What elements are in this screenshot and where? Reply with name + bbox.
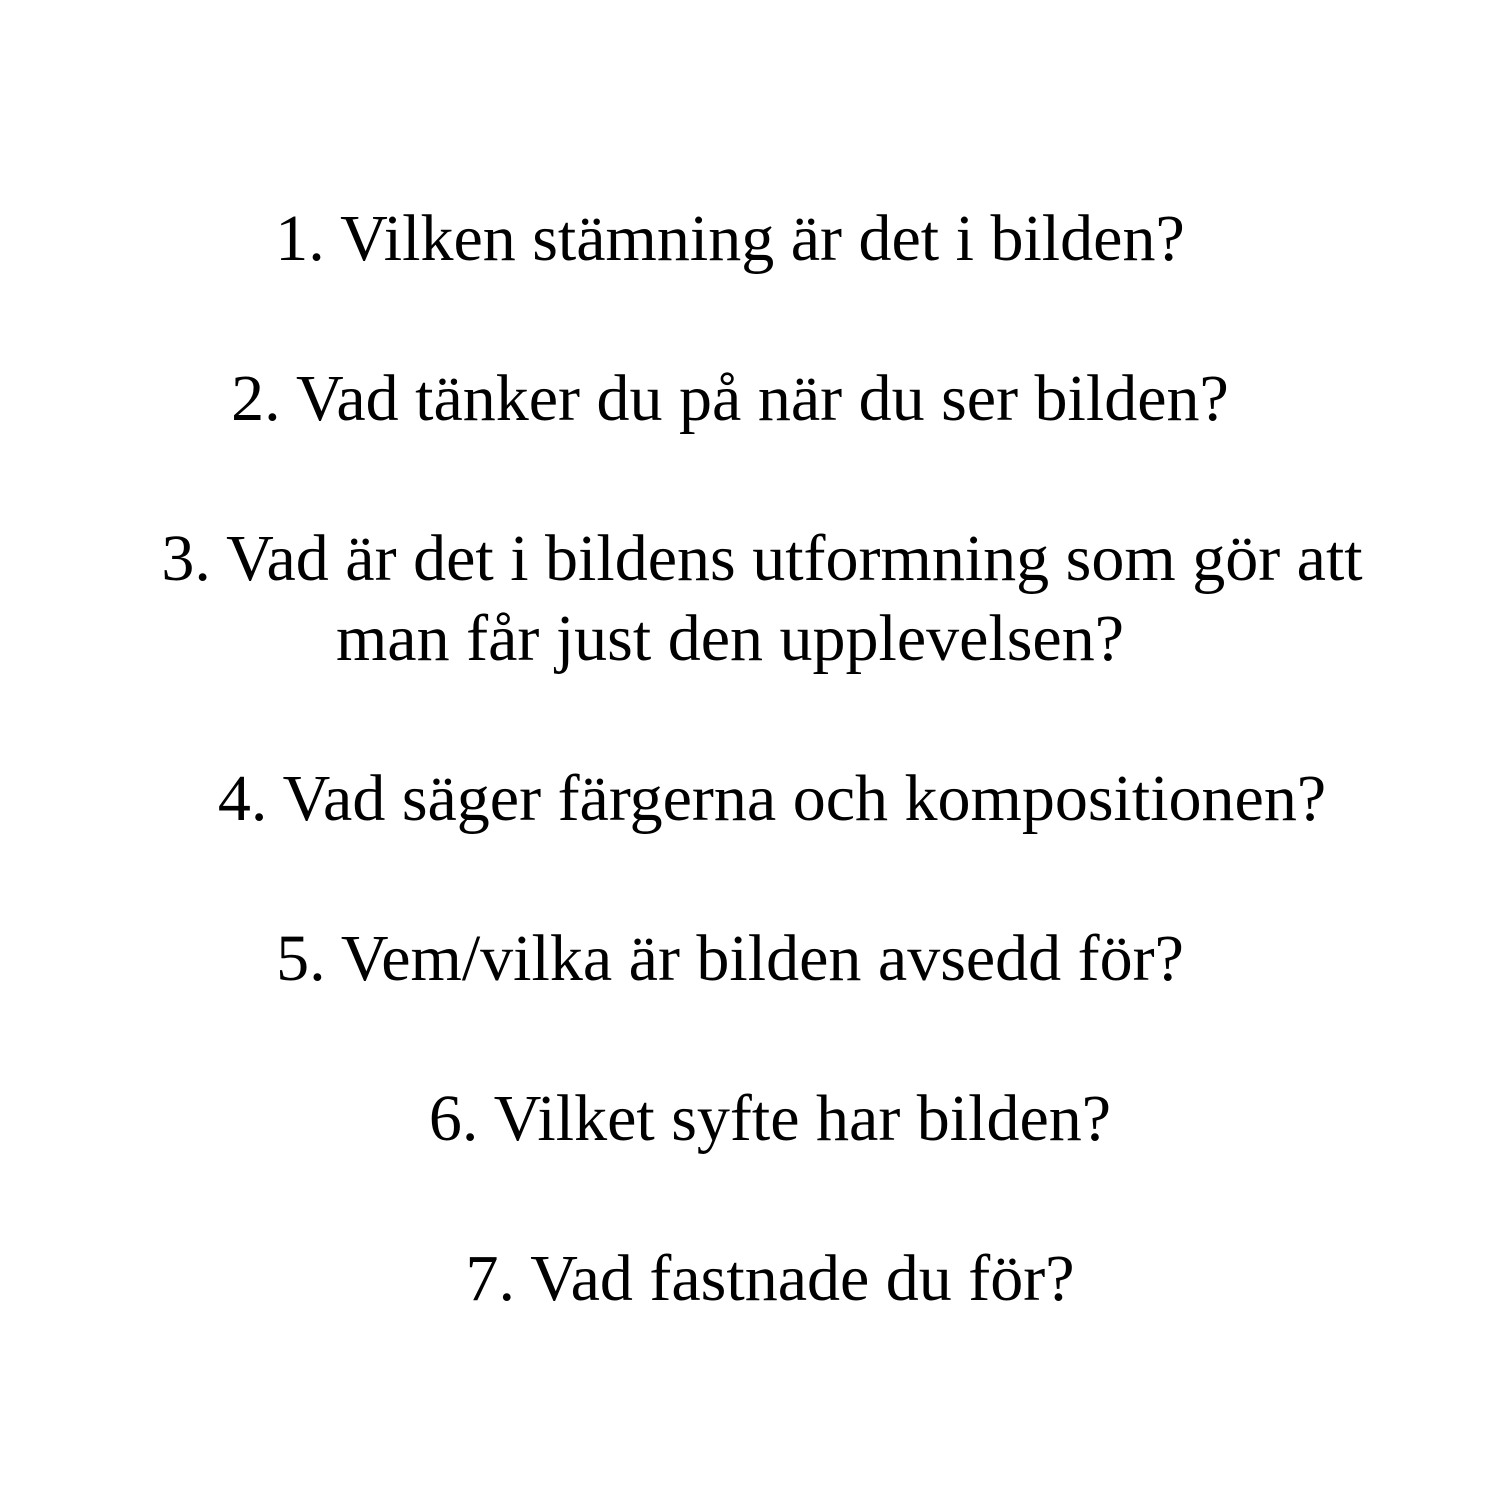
question-4: 4. Vad säger färgerna och kompositionen? xyxy=(217,762,1327,835)
question-5: 5. Vem/vilka är bilden avsedd för? xyxy=(276,922,1184,995)
question-2: 2. Vad tänker du på när du ser bilden? xyxy=(231,362,1229,435)
question-1: 1. Vilken stämning är det i bilden? xyxy=(275,202,1185,275)
question-6: 6. Vilket syfte har bilden? xyxy=(428,1082,1112,1155)
question-3-line-2: man får just den upplevelsen? xyxy=(335,602,1125,675)
question-7: 7. Vad fastnade du för? xyxy=(465,1242,1075,1315)
question-3-line-1: 3. Vad är det i bildens utformning som gör att xyxy=(161,522,1363,595)
